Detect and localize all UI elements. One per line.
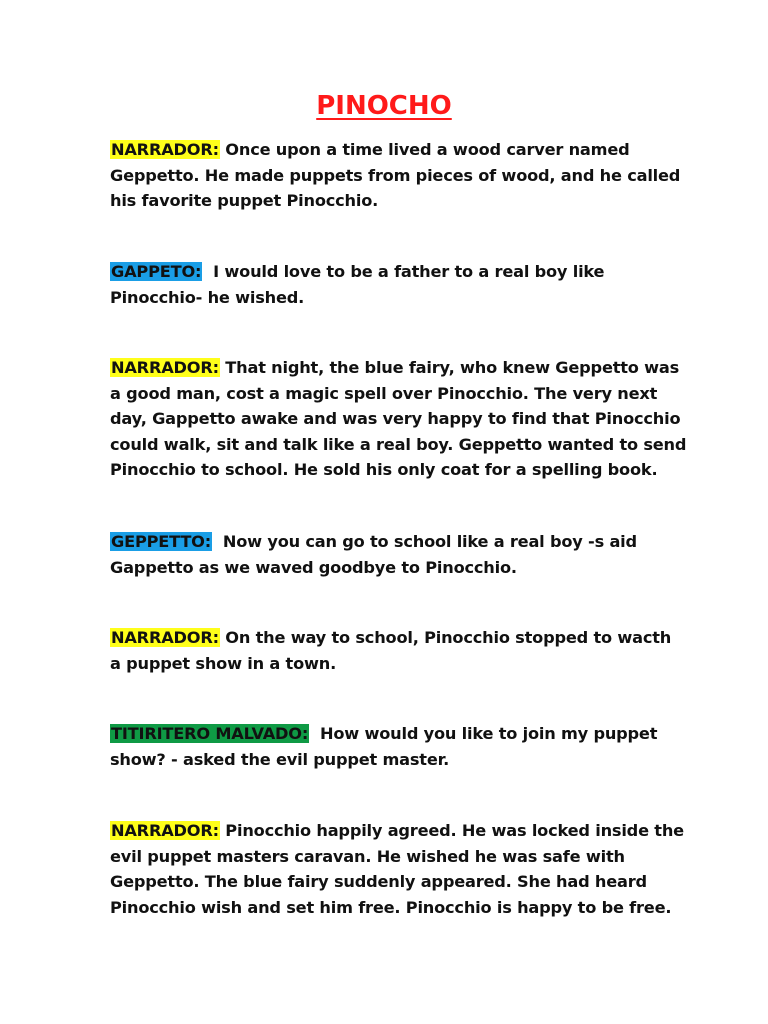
narration-paragraph (110, 137, 681, 214)
paragraph-line (110, 721, 670, 747)
speaker-label-gappeto: GAPPETO: (111, 262, 202, 281)
paragraph-text: How would you like to join my puppet (309, 724, 658, 743)
paragraph-line: Geppetto. The blue fairy suddenly appeared. She had heard (110, 872, 647, 891)
dialogue-paragraph (110, 721, 670, 772)
paragraph-line: Pinocchio to school. He sold his only coat for a spelling book. (110, 460, 658, 479)
dialogue-paragraph (110, 259, 670, 310)
dialogue-paragraph (110, 529, 670, 580)
paragraph-text: I would love to be a father to a real boy like (202, 262, 605, 281)
narration-paragraph (110, 355, 687, 483)
speaker-label-titiritero: TITIRITERO MALVADO: (111, 724, 309, 743)
speaker-label-narrador: NARRADOR: (111, 821, 219, 840)
paragraph-line (110, 529, 670, 555)
speaker-label-narrador: NARRADOR: (111, 140, 219, 159)
paragraph-line: day, Gappetto awake and was very happy to find that Pinocchio (110, 409, 681, 428)
paragraph-line: his favorite puppet Pinocchio. (110, 191, 379, 210)
speaker-label-narrador: NARRADOR: (111, 358, 219, 377)
paragraph-line: a puppet show in a town. (110, 653, 337, 673)
paragraph-line (110, 137, 670, 163)
paragraph-line: could walk, sit and talk like a real boy. Geppetto wanted to send (110, 434, 687, 454)
paragraph-line (110, 818, 684, 844)
narration-paragraph (110, 818, 684, 920)
paragraph-text: That night, the blue fairy, who knew Geppetto was (219, 358, 680, 377)
narration-paragraph (110, 625, 670, 676)
paragraph-text: Pinocchio happily agreed. He was locked inside the (219, 821, 684, 840)
paragraph-text: On the way to school, Pinocchio stopped to wacth (219, 628, 672, 647)
paragraph-line (110, 259, 670, 285)
paragraph-line (110, 625, 670, 651)
speaker-label-geppetto: GEPPETTO: (111, 532, 212, 551)
paragraph-text: Once upon a time lived a wood carver named (219, 140, 630, 159)
speaker-label-narrador: NARRADOR: (111, 628, 219, 647)
paragraph-text: Now you can go to school like a real boy -s aid (212, 532, 637, 551)
paragraph-line: a good man, cost a magic spell over Pinocchio. The very next (110, 383, 658, 403)
paragraph-line: Pinocchio wish and set him free. Pinocchio is happy to be free. (110, 897, 672, 917)
paragraph-line: Pinocchio- he wished. (110, 287, 305, 307)
document-title: PINOCHO (316, 91, 452, 121)
paragraph-line (110, 355, 680, 381)
paragraph-line: evil puppet masters caravan. He wished he was safe with (110, 846, 625, 866)
paragraph-line: Gappetto as we waved goodbye to Pinocchio. (110, 557, 517, 577)
paragraph-line: Geppetto. He made puppets from pieces of wood, and he called (110, 165, 681, 185)
paragraph-line: show? - asked the evil puppet master. (110, 749, 450, 769)
